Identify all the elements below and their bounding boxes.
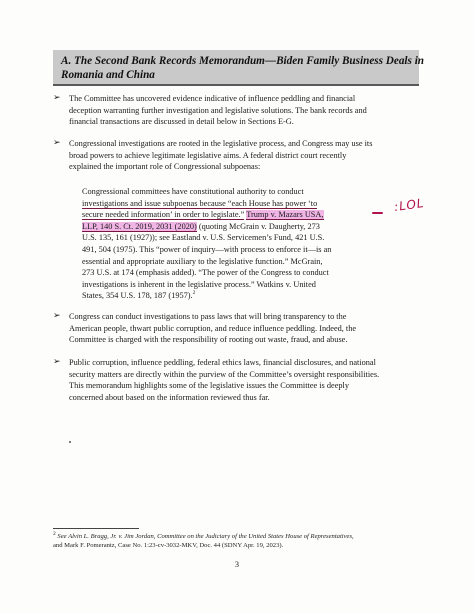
quote-line: 273 U.S. at 174 (emphasis added). “The power of the Congress to conduct: [82, 268, 329, 278]
footnote-citation: See Alvin L. Bragg, Jr. v. Jim Jordan, Committee on the Judiciary of the United States House of Representatives,: [55, 533, 354, 540]
quote-line: essential and appropriate auxiliary to the legislative function.” McGrain,: [82, 256, 323, 266]
quote-line: 491, 504 (1975). This “power of inquiry—with process to enforce it—is an: [82, 244, 332, 254]
underlined-quote-line: secure needed information’ in order to legislate.”: [82, 210, 245, 220]
footnote-marker: 2: [53, 530, 56, 537]
paragraph-line: financial transactions are discussed in detail below in Sections E-G.: [69, 117, 294, 127]
block-quote: [82, 186, 382, 302]
paragraph-line: Public corruption, influence peddling, federal ethics laws, financial disclosures, and national: [69, 358, 376, 367]
paragraph-line: explained the important role of Congressional subpoenas:: [69, 162, 261, 172]
footnote-line: and Mark F. Pomerantz, Case No. 1:23-cv-3032-MKV, Doc. 44 (SDNY Apr. 19, 2023).: [53, 542, 284, 550]
section-heading-line-1: A. The Second Bank Records Memorandum—Biden Family Business Deals in: [61, 55, 425, 67]
paragraph-line: This memorandum highlights some of the legislative issues the Committee is deeply: [69, 381, 349, 391]
bullet-paragraph-4: [53, 357, 423, 403]
paragraph-line: The Committee has uncovered evidence indicative of influence peddling and financial: [69, 94, 356, 103]
quote-line: U.S. 135, 161 (1927)); see Eastland v. U.S. Servicemen’s Fund, 421 U.S.: [82, 233, 325, 243]
paragraph-line: concerned about based on the information reviewed thus far.: [69, 392, 270, 402]
underlined-quote-line: investigations and issue subpoenas because “each House has power ‘to: [82, 198, 318, 208]
arrow-bullet-icon: ➢: [53, 311, 61, 321]
highlighted-citation: LLP, 140 S. Ct. 2019, 2031 (2020): [82, 221, 197, 231]
annotation-text: :LOL: [393, 195, 426, 215]
stray-mark: [69, 441, 71, 443]
footnote: [53, 532, 423, 550]
arrow-bullet-icon: ➢: [53, 138, 61, 148]
footnote-reference: 2: [192, 290, 196, 297]
section-heading-line-2: Romania and China: [61, 69, 155, 81]
page-number: 3: [234, 560, 240, 569]
arrow-bullet-icon: ➢: [53, 357, 61, 367]
paragraph-line: American people, thwart public corruption, and reduce influence peddling. Indeed, the: [69, 323, 357, 333]
annotation-dash: [372, 212, 383, 214]
paragraph-line: Congressional investigations are rooted in the legislative process, and Congress may use its: [69, 139, 373, 148]
paragraph-line: Committee is charged with the responsibility of rooting out waste, fraud, and abuse.: [69, 335, 348, 345]
quote-line: States, 354 U.S. 178, 187 (1957).: [82, 291, 193, 301]
handwritten-annotation: [372, 196, 452, 224]
highlighted-citation: Trump v. Mazars USA,: [246, 210, 324, 220]
footnote-divider: [53, 528, 139, 529]
paragraph-line: broad powers to achieve legitimate legislative aims. A federal district court recently: [69, 150, 347, 160]
paragraph-line: deception warranting further investigation and legislative solutions. The bank records and: [69, 105, 367, 115]
paragraph-line: security matters are directly within the purview of the Committee’s oversight responsibilities.: [69, 369, 380, 379]
paragraph-line: Congress can conduct investigations to pass laws that will bring transparency to the: [69, 312, 347, 321]
quote-line: Congressional committees have constitutional authority to conduct: [82, 187, 304, 196]
bullet-paragraph-1: [53, 93, 423, 128]
bullet-paragraph-2: [53, 138, 423, 173]
section-heading: [53, 50, 425, 86]
quote-line: investigations is inherent in the legislative process.” Watkins v. United: [82, 279, 316, 289]
bullet-paragraph-3: [53, 311, 423, 346]
quote-line: (quoting McGrain v. Daugherty, 273: [196, 221, 320, 231]
arrow-bullet-icon: ➢: [53, 93, 61, 103]
